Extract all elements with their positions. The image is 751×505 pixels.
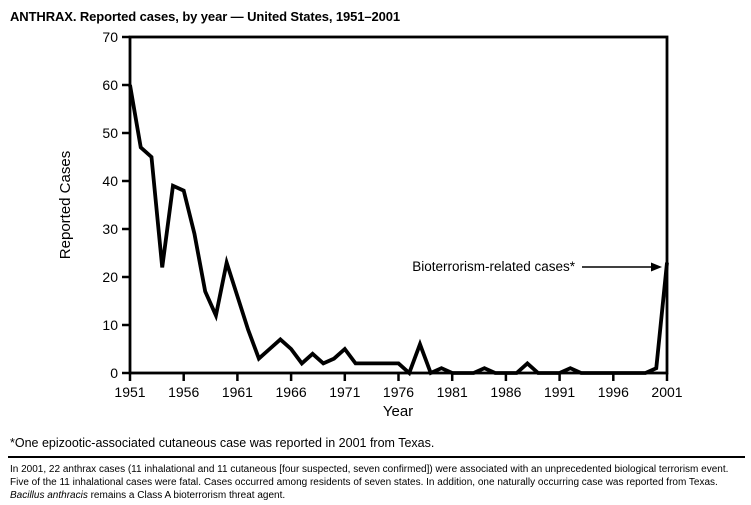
annotation-arrow-head [651, 263, 662, 272]
y-axis-tick-label: 20 [102, 269, 118, 285]
y-axis-tick-label: 50 [102, 125, 118, 141]
footnote-asterisk: *One epizootic-associated cutaneous case was reported in 2001 from Texas. [10, 436, 435, 450]
footnote-paragraph [10, 463, 749, 502]
x-axis-tick-label: 1981 [436, 384, 468, 400]
x-axis-tick-label: 1951 [114, 384, 146, 400]
annotation-label: Bioterrorism-related cases* [412, 259, 575, 274]
x-axis-tick-label: 1991 [544, 384, 576, 400]
y-axis-tick-label: 0 [110, 365, 118, 381]
y-axis-tick-label: 60 [102, 77, 118, 93]
footnote-line-1: In 2001, 22 anthrax cases (11 inhalational and 11 cutaneous [four suspected, seven confirmed]) were associated with an unprecedented biological terrorism event. [10, 464, 729, 475]
y-axis-tick-label: 40 [102, 173, 118, 189]
footnote-line-2: Five of the 11 inhalational cases were fatal. Cases occurred among residents of seven states. In addition, one naturally occurring case was reported from Texas. [10, 477, 718, 488]
x-axis-tick-label: 1971 [329, 384, 361, 400]
divider-rule [8, 456, 745, 458]
x-axis-tick-label: 2001 [651, 384, 683, 400]
x-axis-tick-label: 1996 [597, 384, 629, 400]
plot-frame [130, 37, 667, 373]
x-axis-title: Year [382, 403, 414, 420]
species-name: Bacillus anthracis [10, 490, 88, 501]
data-line [130, 85, 667, 373]
y-axis-title: Reported Cases [57, 150, 74, 260]
y-axis-tick-label: 10 [102, 317, 118, 333]
footnote-line-3 [10, 489, 749, 502]
x-axis-tick-label: 1961 [221, 384, 253, 400]
x-axis-tick-label: 1956 [168, 384, 200, 400]
y-axis-tick-label: 70 [102, 29, 118, 45]
x-axis-tick-label: 1976 [382, 384, 415, 400]
figure-title: ANTHRAX. Reported cases, by year — United States, 1951–2001 [10, 9, 401, 24]
footnote-line-3-rest: remains a Class A bioterrorism threat agent. [87, 490, 286, 501]
y-axis-tick-label: 30 [102, 221, 118, 237]
x-axis-tick-label: 1986 [490, 384, 522, 400]
x-axis-tick-label: 1966 [275, 384, 307, 400]
